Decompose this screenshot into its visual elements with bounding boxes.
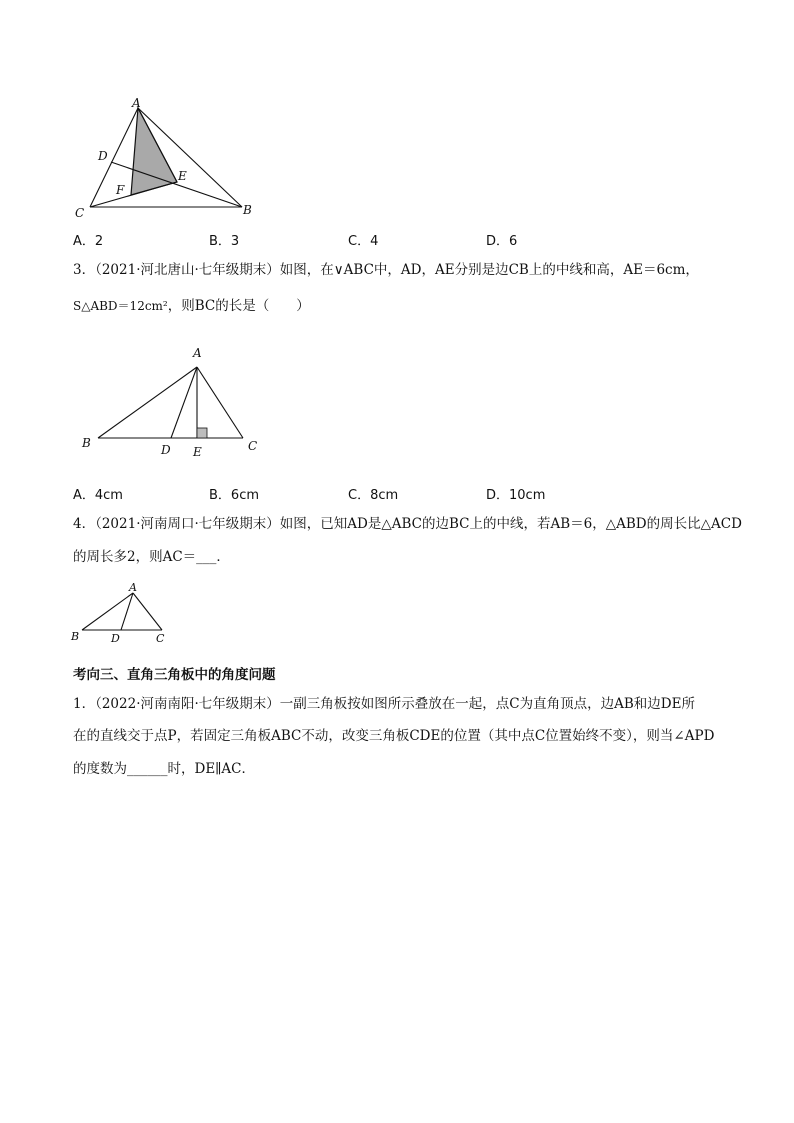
q3-stem-line1: 3．（2021·河北唐山·七年级期末）如图，在∨ABC中，AD，AE分别是边CB上的中线和高，AE＝6cm， — [73, 262, 699, 278]
q3-option-b[interactable]: B．6cm — [209, 488, 260, 503]
segment-AB — [98, 367, 197, 438]
label-F: F — [116, 183, 125, 197]
label-A: A — [193, 346, 202, 360]
label-E: E — [178, 169, 187, 183]
q2-option-a[interactable]: A．2 — [73, 234, 104, 249]
q3-option-a[interactable]: A．4cm — [73, 488, 123, 503]
label-B: B — [82, 436, 91, 450]
s3-q1-line2: 在的直线交于点P，若固定三角板ABC不动，改变三角板CDE的位置（其中点C位置始终不变），则当∠APD — [73, 728, 715, 744]
segment-AD — [121, 593, 133, 630]
figure-q3-triangle — [75, 340, 270, 465]
q3-stem-line2 — [73, 296, 310, 316]
label-D: D — [161, 443, 171, 457]
label-D: D — [98, 149, 108, 163]
label-E: E — [193, 445, 202, 459]
label-B: B — [243, 203, 252, 217]
q2-option-d[interactable]: D．6 — [486, 234, 518, 249]
q4-stem-line2: 的周长多2，则AC＝___． — [73, 549, 230, 565]
label-A: A — [132, 96, 141, 110]
q4-stem-line1: 4．（2021·河南周口·七年级期末）如图，已知AD是△ABC的边BC上的中线，若AB＝6，△ABD的周长比△ACD — [73, 516, 742, 532]
segment-AC — [133, 593, 162, 630]
label-C: C — [75, 206, 85, 220]
right-angle-mark — [197, 428, 207, 438]
figure-1-triangle-diagram — [70, 92, 270, 222]
label-C: C — [248, 439, 258, 453]
segment-AB — [82, 593, 133, 630]
q3-option-c[interactable]: C．8cm — [348, 488, 399, 503]
s3-q1-line1: 1．（2022·河南南阳·七年级期末）一副三角板按如图所示叠放在一起，点C为直角顶点，边AB和边DE所 — [73, 696, 695, 712]
label-A: A — [129, 581, 137, 594]
section-title: 考向三、直角三角板中的角度问题 — [73, 667, 276, 683]
q3-stem-line2-rest: ，则BC的长是（ ） — [167, 298, 310, 314]
label-B: B — [71, 630, 80, 643]
segment-AD — [171, 367, 197, 438]
q3-area-expression: S△ABD＝12cm² — [73, 299, 168, 313]
q2-option-c[interactable]: C．4 — [348, 234, 379, 249]
segment-AC — [197, 367, 243, 438]
label-D: D — [111, 632, 120, 645]
q3-option-d[interactable]: D．10cm — [486, 488, 546, 503]
label-C: C — [156, 632, 165, 645]
segment-DB — [111, 162, 242, 207]
s3-q1-line3: 的度数为______时，DE∥AC． — [73, 761, 255, 777]
figure-q4-triangle — [68, 578, 178, 648]
q2-option-b[interactable]: B．3 — [209, 234, 240, 249]
